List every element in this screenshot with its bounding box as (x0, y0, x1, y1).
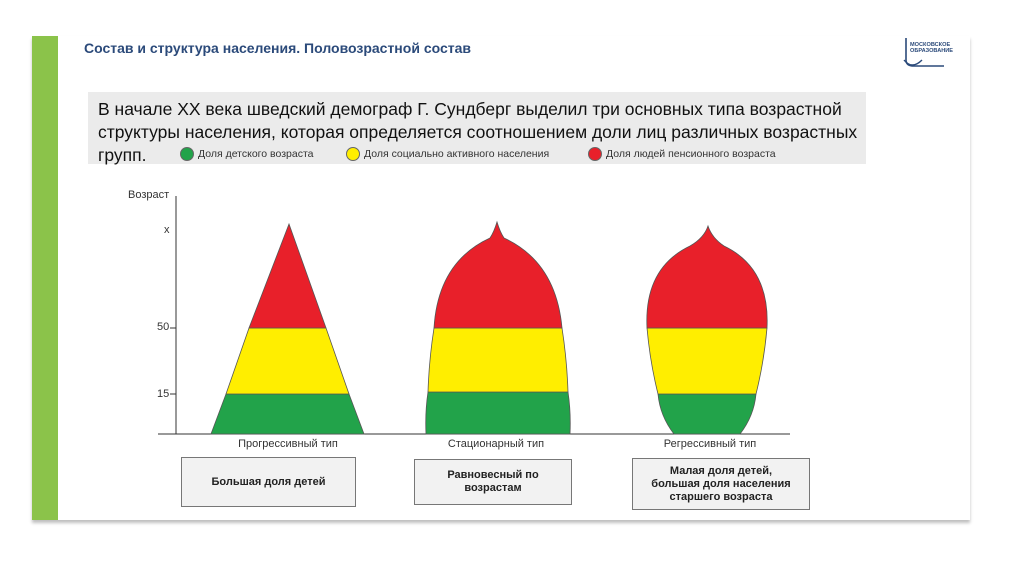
legend-item-pension: Доля людей пенсионного возраста (588, 146, 776, 162)
logo-text: МОСКОВСКОЕ ОБРАЗОВАНИЕ (910, 42, 954, 55)
tick-label-15: 15 (157, 388, 170, 400)
regressive-pension (647, 226, 767, 328)
legend-item-active: Доля социально активного населения (346, 146, 549, 162)
stationary-shape (426, 222, 571, 434)
progressive-children (211, 394, 364, 434)
progressive-pension (249, 224, 326, 328)
desc-box-stationary: Равновесный по возрастам (414, 459, 572, 505)
tick-label-x: x (164, 224, 170, 236)
progressive-active (226, 328, 349, 394)
regressive-shape (647, 226, 767, 434)
stationary-pension (434, 222, 562, 328)
intro-text: В начале XX века шведский демограф Г. Сундберг выделил три основных типа возрастной структуры населения, которая определяется соотношением доли лиц различных возрастных групп. (88, 92, 866, 164)
regressive-active (647, 328, 767, 394)
page-title: Состав и структура населения. Половозрастной состав (84, 40, 472, 56)
regressive-children (658, 394, 756, 434)
legend-item-children: Доля детского возраста (180, 146, 314, 162)
desc-box-progressive: Большая доля детей (181, 457, 356, 507)
stationary-children (426, 392, 571, 434)
axis-title: Возраст (128, 189, 170, 201)
type-label-regressive: Регрессивный тип (663, 438, 757, 450)
progressive-pyramid (211, 224, 364, 434)
type-label-stationary: Стационарный тип (447, 438, 545, 450)
stationary-active (428, 328, 568, 392)
desc-box-regressive: Малая доля детей, большая доля населения старшего возраста (632, 458, 810, 510)
type-label-progressive: Прогрессивный тип (238, 438, 338, 450)
tick-label-50: 50 (157, 321, 170, 333)
